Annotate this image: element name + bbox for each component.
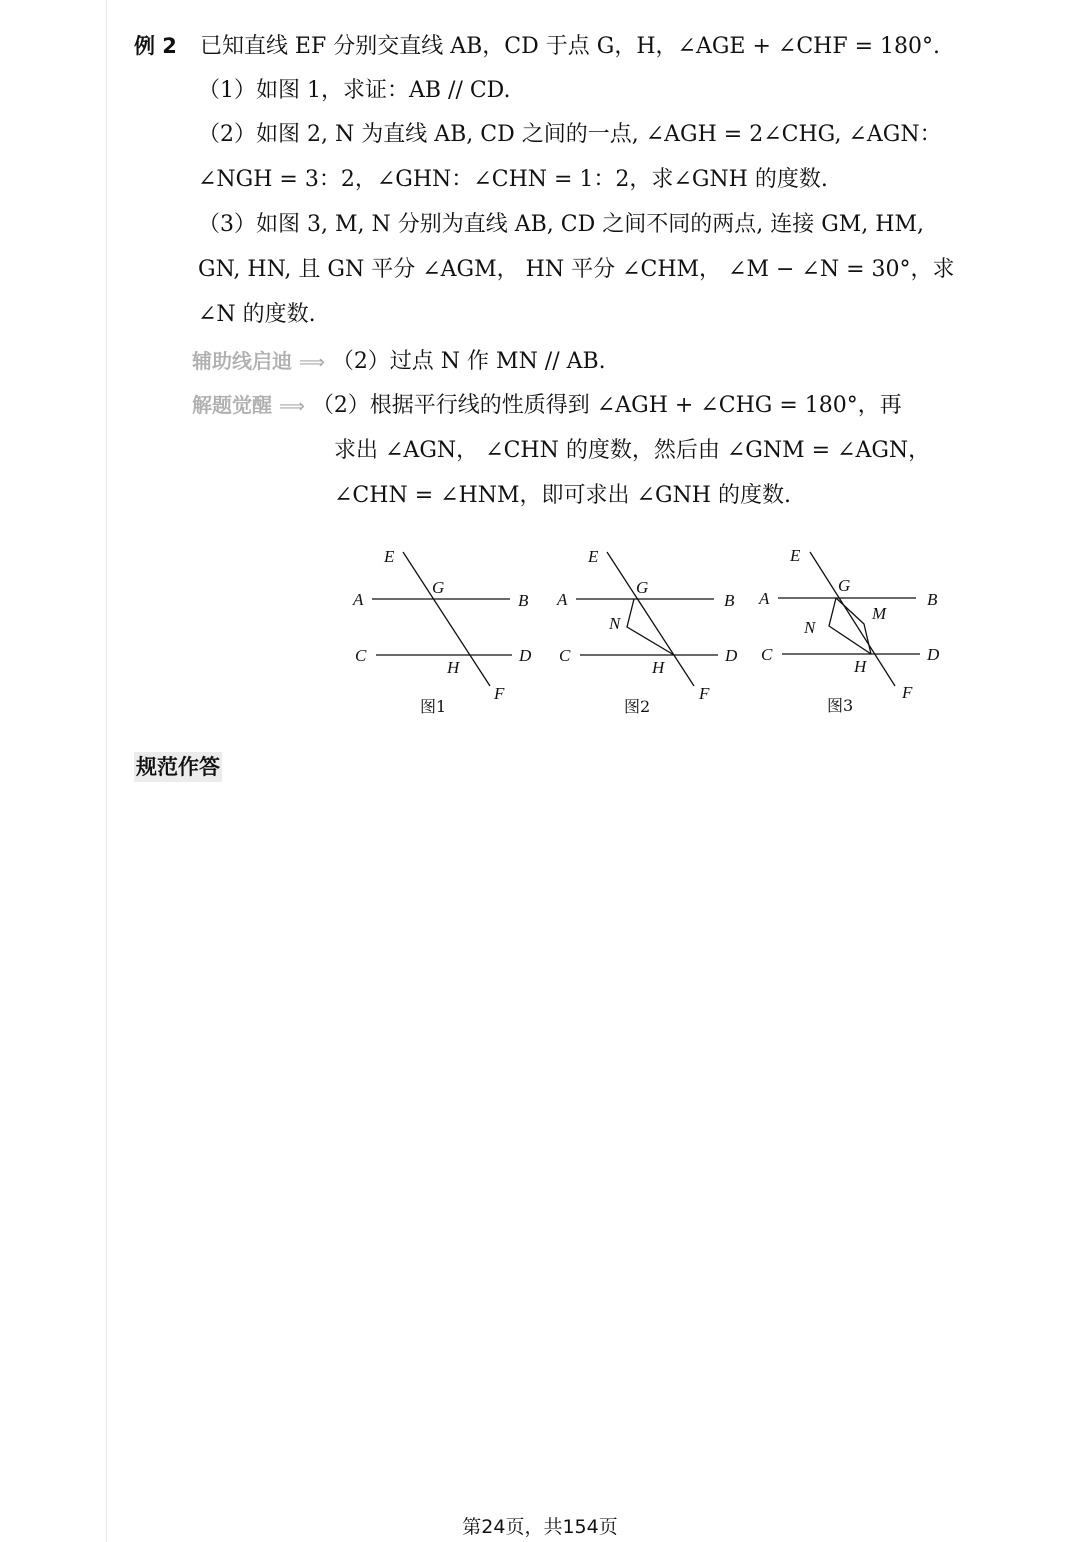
example-stem: 已知直线 EF 分别交直线 AB，CD 于点 G，H，∠AGE + ∠CHF = 180°. <box>199 34 941 59</box>
question-3-line-3: ∠N 的度数. <box>198 302 316 327</box>
figures-svg <box>0 540 1080 740</box>
insight-line-2: 求出 ∠AGN， ∠CHN 的度数，然后由 ∠GNM = ∠AGN， <box>334 438 931 463</box>
example-stem-line <box>134 31 940 62</box>
figure-2-caption: 图2 <box>624 697 651 716</box>
label-d: D <box>725 646 738 665</box>
insight-arrow-icon: ⟹ <box>279 396 305 417</box>
label-g: G <box>432 578 445 597</box>
hint-arrow-icon: ⟹ <box>299 352 325 373</box>
insight-line-1 <box>192 390 902 422</box>
question-2-line-1: （2）如图 2, N 为直线 AB, CD 之间的一点, ∠AGH = 2∠CHG, ∠AGN： <box>198 122 942 147</box>
label-a: A <box>557 590 568 609</box>
label-e: E <box>790 546 801 565</box>
label-c: C <box>559 646 571 665</box>
label-d: D <box>927 645 940 664</box>
label-f: F <box>902 683 913 702</box>
insight-text-1: （2）根据平行线的性质得到 ∠AGH + ∠CHG = 180°，再 <box>311 393 902 418</box>
hint-text: （2）过点 N 作 MN // AB. <box>331 349 606 374</box>
label-h: H <box>854 657 867 676</box>
section-title: 规范作答 <box>134 752 222 782</box>
label-n: N <box>804 618 816 637</box>
question-1: （1）如图 1，求证：AB // CD. <box>198 78 511 103</box>
label-e: E <box>384 547 395 566</box>
label-a: A <box>353 590 364 609</box>
label-h: H <box>447 658 460 677</box>
label-h: H <box>652 658 665 677</box>
figure-3 <box>758 546 940 715</box>
figure-3-caption: 图3 <box>827 696 854 715</box>
figure-2 <box>556 547 738 716</box>
insight-tag: 解题觉醒 <box>192 393 272 417</box>
question-2-line-2: ∠NGH = 3：2，∠GHN：∠CHN = 1：2，求∠GNH 的度数. <box>198 167 828 192</box>
hint-tag: 辅助线启迪 <box>192 349 292 373</box>
label-b: B <box>724 591 735 610</box>
label-c: C <box>761 645 773 664</box>
figure-1-caption: 图1 <box>420 697 447 716</box>
figure-1 <box>352 547 532 716</box>
margin-rule <box>106 0 107 1542</box>
insight-line-3: ∠CHN = ∠HNM，即可求出 ∠GNH 的度数. <box>334 483 791 508</box>
label-c: C <box>355 646 367 665</box>
label-f: F <box>494 684 505 703</box>
label-d: D <box>519 646 532 665</box>
label-a: A <box>759 589 770 608</box>
label-g: G <box>636 578 649 597</box>
label-b: B <box>518 591 529 610</box>
hint-line <box>192 346 606 378</box>
question-3-line-1: （3）如图 3, M, N 分别为直线 AB, CD 之间不同的两点, 连接 GM, HM, <box>198 212 925 237</box>
segments-gm-mh <box>836 598 871 654</box>
label-b: B <box>927 590 938 609</box>
example-label: 例 2 <box>134 34 177 58</box>
page-footer: 第24页，共154页 <box>462 1516 618 1538</box>
label-f: F <box>699 684 710 703</box>
question-3-line-2: GN, HN, 且 GN 平分 ∠AGM， HN 平分 ∠CHM， ∠M − ∠N = 30°，求 <box>198 257 955 282</box>
label-m: M <box>872 604 887 623</box>
label-g: G <box>838 576 851 595</box>
label-n: N <box>609 614 621 633</box>
label-e: E <box>588 547 599 566</box>
segments-gn-nh <box>627 599 674 655</box>
